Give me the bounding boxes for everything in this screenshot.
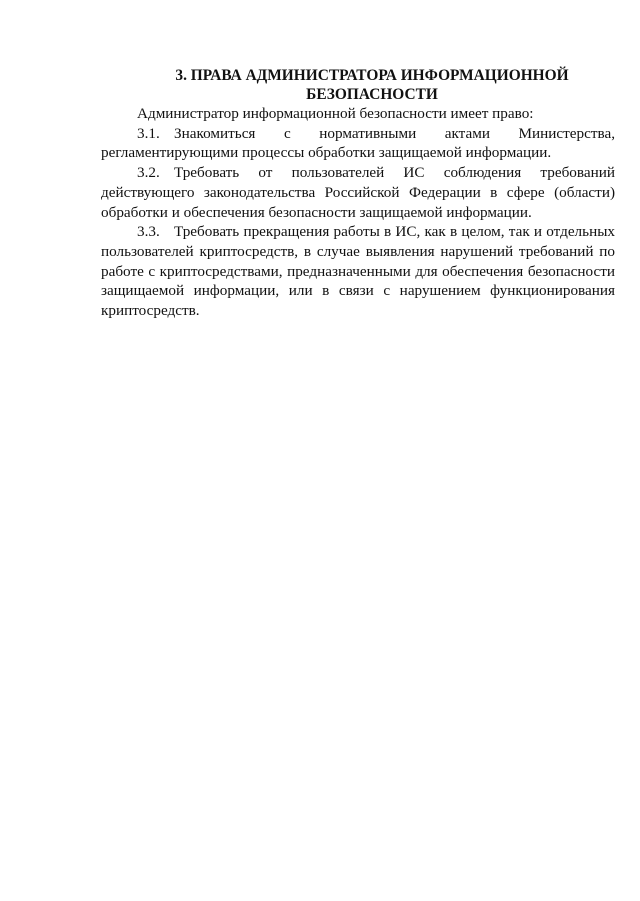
item-number: 3.1.	[137, 124, 160, 142]
item-text: Знакомиться с нормативными актами Министерства, регламентирующими процессы обработки защищаемой информации.	[101, 124, 615, 162]
list-item-3-3	[101, 222, 615, 321]
section-heading-line2: БЕЗОПАСНОСТИ	[306, 86, 438, 103]
item-text: Требовать от пользователей ИС соблюдения требований действующего законодательства Российской Федерации в сфере (области) обработки и обеспечения безопасности защищаемой информации.	[101, 164, 615, 221]
item-number: 3.2.	[137, 164, 160, 182]
section-heading	[101, 66, 615, 104]
section-content	[101, 66, 615, 321]
intro-paragraph: Администратор информационной безопасности имеет право:	[137, 105, 534, 122]
list-item-3-1	[101, 124, 615, 163]
list-item-3-2	[101, 163, 615, 222]
section-heading-line1: 3. ПРАВА АДМИНИСТРАТОРА ИНФОРМАЦИОННОЙ	[175, 67, 569, 84]
item-number: 3.3.	[137, 223, 160, 241]
item-text: Требовать прекращения работы в ИС, как в целом, так и отдельных пользователей криптосредств, в случае выявления нарушений требований по работе с криптосредствами, предназначенными для обеспечения безопасности защищаемой информации, или в связи с нарушением функционирования криптосредств.	[101, 223, 615, 320]
